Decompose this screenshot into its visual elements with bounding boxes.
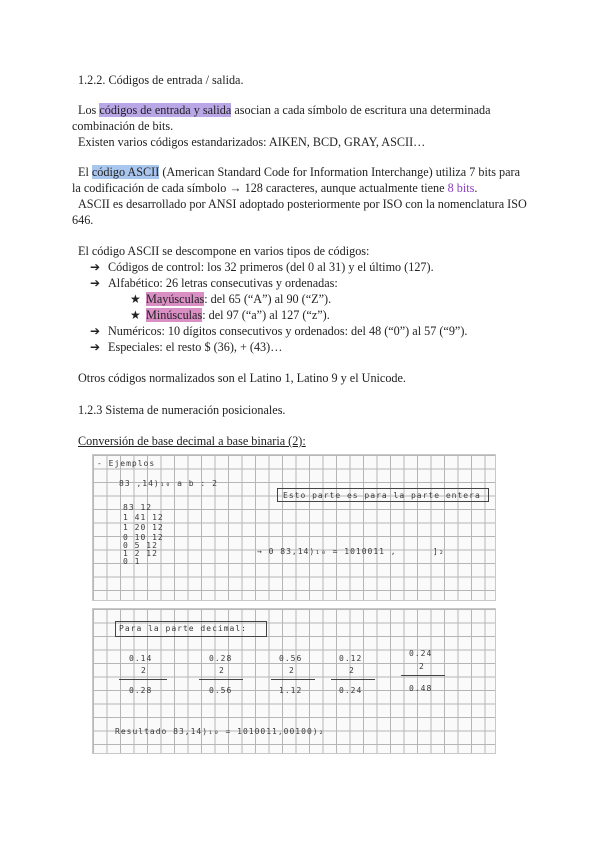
text: Especiales: el resto $ (36), + (43)… xyxy=(108,340,283,354)
handwriting-ejemplos: - Ejemplos xyxy=(97,459,156,468)
sub-list-item-lowercase xyxy=(130,308,330,323)
text: Códigos de control: los 32 primeros (del 0 al 31) y el último (127). xyxy=(108,260,434,274)
column-result: 0.56 xyxy=(209,686,233,695)
arrow-icon: ➔ xyxy=(90,340,101,354)
text: : del 97 (“a”) al 127 (“z”). xyxy=(202,308,330,322)
paragraph-standard-codes: Existen varios códigos estandarizados: AIKEN, BCD, GRAY, ASCII… xyxy=(78,135,426,149)
list-item-control-codes xyxy=(90,260,434,275)
division-row: 0 1 xyxy=(123,557,141,566)
paragraph-io-codes-line2: combinación de bits. xyxy=(72,119,174,133)
star-icon: ★ xyxy=(130,308,141,322)
arrow-icon: ➔ xyxy=(90,260,101,274)
division-row: 1 20 12 xyxy=(123,523,164,532)
list-item-alphabetic xyxy=(90,276,338,291)
column-top: 0.14 xyxy=(129,654,153,663)
paragraph-ansi: ASCII es desarrollado por ANSI adoptado posteriormente por ISO con la nomenclatura ISO xyxy=(78,197,527,211)
column-result: 0.48 xyxy=(409,684,433,693)
paragraph-io-codes xyxy=(78,103,491,118)
column-mult: 2 xyxy=(349,666,355,675)
section-heading-io-codes: 1.2.2. Códigos de entrada / salida. xyxy=(78,73,244,87)
paragraph-ascii-types: El código ASCII se descompone en varios tipos de códigos: xyxy=(78,244,370,258)
text: (American Standard Code for Information Interchange) utiliza 7 bits para xyxy=(159,165,521,179)
text: El xyxy=(78,165,92,179)
text: la codificación de cada símbolo → 128 caracteres, aunque actualmente tiene xyxy=(72,181,448,195)
handwriting-result: → 0 83,14)₁₀ = 1010011 , xyxy=(257,547,397,556)
arrow-icon: ➔ xyxy=(90,276,101,290)
highlight-lowercase: Minúsculas xyxy=(146,308,203,322)
column-mult: 2 xyxy=(419,662,425,671)
notebook-image-decimal-part xyxy=(92,608,496,754)
column-mult: 2 xyxy=(219,666,225,675)
handwriting-result-tail: ]₂ xyxy=(433,547,445,556)
division-row: 0 5 12 xyxy=(123,541,158,550)
division-row: 0 10 12 xyxy=(123,533,164,542)
text: Numéricos: 10 dígitos consecutivos y ordenados: del 48 (“0”) al 57 (“9”). xyxy=(108,324,468,338)
handwriting-final-result: Resultado 83,14)₁₀ = 1010011,00100)₂ xyxy=(115,727,325,736)
column-result: 0.28 xyxy=(129,686,153,695)
highlight-io-codes: códigos de entrada y salida xyxy=(99,103,232,117)
text: : del 65 (“A”) al 90 (“Z”). xyxy=(204,292,332,306)
text: Los xyxy=(78,103,100,117)
handwriting-header: 83 ,14)₁₀ a b : 2 xyxy=(119,479,218,488)
list-item-numeric xyxy=(90,324,467,339)
column-mult: 2 xyxy=(141,666,147,675)
star-icon: ★ xyxy=(130,292,141,306)
text: Alfabético: 26 letras consecutivas y ordenadas: xyxy=(108,276,338,290)
text: asocian a cada símbolo de escritura una determinada xyxy=(231,103,491,117)
column-line xyxy=(119,679,167,680)
highlight-ascii: código ASCII xyxy=(91,165,160,179)
division-row: 1 41 12 xyxy=(123,513,164,522)
subheading-decimal-to-binary: Conversión de base decimal a base binaria (2): xyxy=(78,434,306,448)
column-result: 1.12 xyxy=(279,686,303,695)
column-top: 0.56 xyxy=(279,654,303,663)
list-item-special xyxy=(90,340,282,355)
column-mult: 2 xyxy=(289,666,295,675)
text: . xyxy=(474,181,478,195)
column-line xyxy=(401,675,445,676)
division-row: 1 2 12 xyxy=(123,549,158,558)
column-top: 0.28 xyxy=(209,654,233,663)
paragraph-ascii xyxy=(78,165,520,180)
paragraph-other-codes: Otros códigos normalizados son el Latino 1, Latino 9 y el Unicode. xyxy=(78,371,406,385)
section-heading-positional: 1.2.3 Sistema de numeración posicionales. xyxy=(78,403,286,417)
column-top: 0.12 xyxy=(339,654,363,663)
paragraph-ascii-line2 xyxy=(72,181,477,196)
column-top: 0.24 xyxy=(409,649,433,658)
column-line xyxy=(271,679,315,680)
handwriting-decimal-title: Para la parte decimal: xyxy=(119,624,247,633)
arrow-icon: ➔ xyxy=(90,324,101,338)
text-8-bits: 8 bits xyxy=(447,181,475,195)
column-line xyxy=(331,679,375,680)
paragraph-ansi-line2: 646. xyxy=(72,213,94,227)
division-row: 83 12 xyxy=(123,503,153,512)
column-line xyxy=(199,679,243,680)
handwriting-note: Esto parte es para la parte entera xyxy=(283,491,481,500)
highlight-uppercase: Mayúsculas xyxy=(146,292,205,306)
sub-list-item-uppercase xyxy=(130,292,331,307)
column-result: 0.24 xyxy=(339,686,363,695)
notebook-image-integer-part xyxy=(92,454,496,601)
